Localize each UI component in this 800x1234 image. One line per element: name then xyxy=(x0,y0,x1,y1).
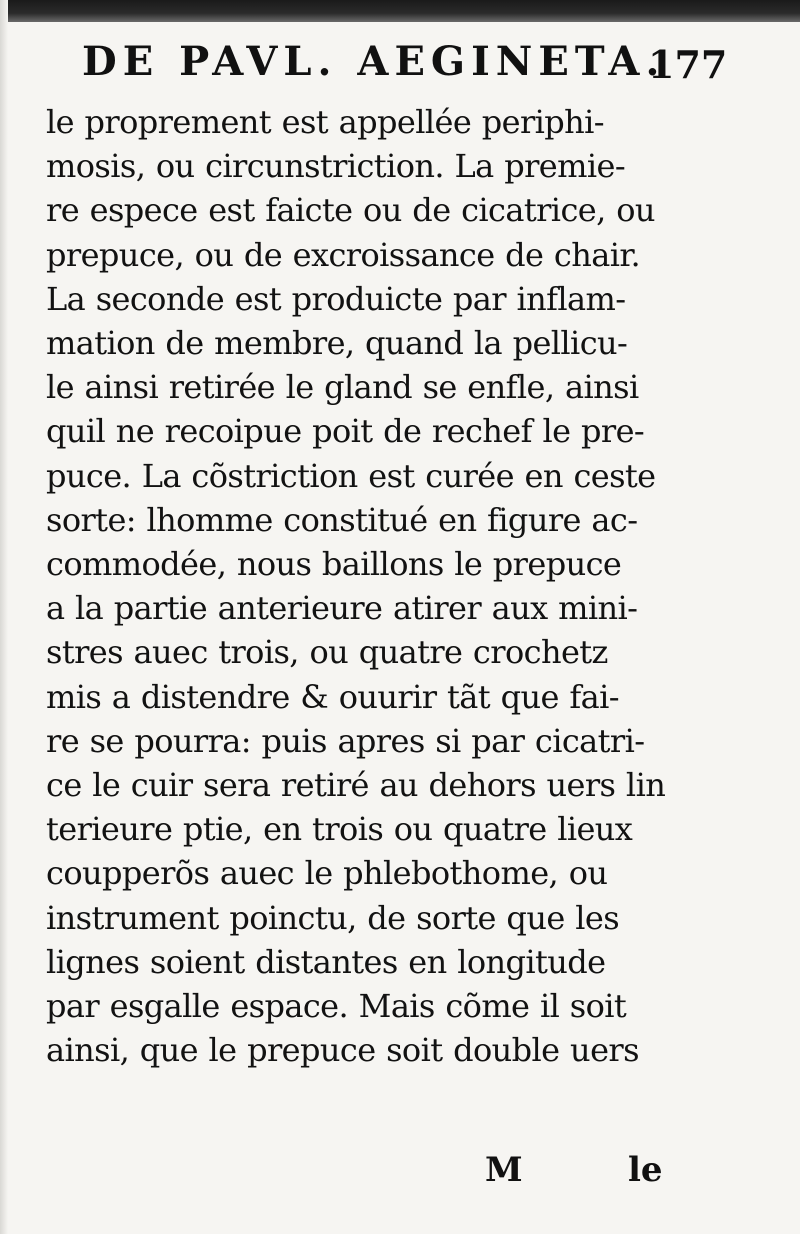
page-number: 177 xyxy=(648,42,728,87)
text-line: prepuce, ou de excroissance de chair. xyxy=(46,235,641,274)
text-line: re espece est faicte ou de cicatrice, ou xyxy=(46,191,655,230)
text-line: sorte: lhomme constitué en figure ac- xyxy=(46,500,638,539)
text-line: lignes soient distantes en longitude xyxy=(46,942,606,981)
text-line: ainsi, que le prepuce soit double uers xyxy=(46,1031,639,1070)
text-line: La seconde est produicte par inflam- xyxy=(46,279,626,318)
text-line: re se pourra: puis apres si par cicatri- xyxy=(46,721,645,760)
text-line: a la partie anterieure atirer aux mini- xyxy=(46,589,638,628)
text-line: le ainsi retirée le gland se enfle, ainsi xyxy=(46,368,639,407)
page-header xyxy=(82,38,782,98)
catchword: le xyxy=(628,1150,663,1190)
text-line: instrument poinctu, de sorte que les xyxy=(46,898,620,937)
text-line: stres auec trois, ou quatre crochetz xyxy=(46,633,608,672)
text-line: terieure ptie, en trois ou quatre lieux xyxy=(46,810,633,849)
text-line: le proprement est appellée periphi- xyxy=(46,103,605,141)
signature-mark: M xyxy=(485,1150,523,1190)
text-line: puce. La cõstriction est curée en ceste xyxy=(46,456,656,495)
text-line: mation de membre, quand la pellicu- xyxy=(46,324,628,363)
page-footer xyxy=(0,1150,800,1200)
text-line: mosis, ou circunstriction. La premie- xyxy=(46,147,626,186)
running-head: DE PAVL. AEGINETA. xyxy=(82,38,666,85)
text-line: commodée, nous baillons le prepuce xyxy=(46,545,622,584)
text-line: coupperõs auec le phlebothome, ou xyxy=(46,854,608,893)
text-line: ce le cuir sera retiré au dehors uers lin xyxy=(46,766,666,805)
text-line: par esgalle espace. Mais cõme il soit xyxy=(46,987,627,1026)
page-left-margin-shadow xyxy=(0,0,8,1234)
text-line: mis a distendre & ouurir tãt que fai- xyxy=(46,677,619,716)
body-text xyxy=(46,100,666,1072)
page-top-shadow xyxy=(0,0,800,22)
text-line: quil ne recoipue poit de rechef le pre- xyxy=(46,412,645,451)
